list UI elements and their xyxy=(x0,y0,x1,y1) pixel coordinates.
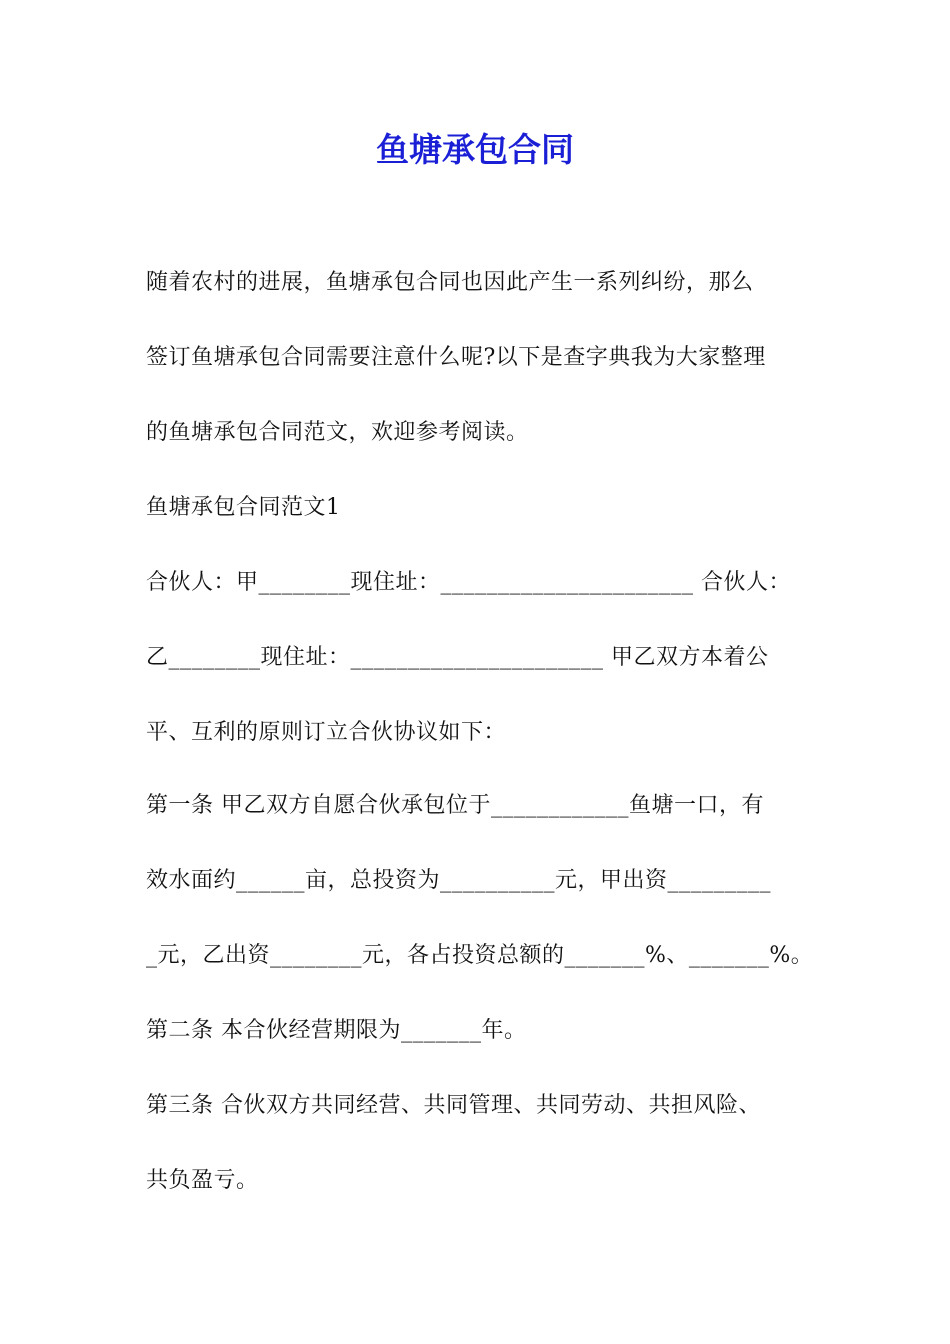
clause-1-line-1: 第一条 甲乙双方自愿合伙承包位于____________鱼塘一口，有 xyxy=(146,793,764,818)
clause-1-line-3: _元，乙出资________元，各占投资总额的_______%、_______%。 xyxy=(146,943,814,968)
clause-3-line-1: 第三条 合伙双方共同经营、共同管理、共同劳动、共担风险、 xyxy=(146,1093,761,1118)
section-heading: 鱼塘承包合同范文1 xyxy=(146,495,341,520)
body-line-1: 随着农村的进展，鱼塘承包合同也因此产生一系列纠纷，那么 xyxy=(146,270,754,295)
body-line-2: 签订鱼塘承包合同需要注意什么呢?以下是查字典我为大家整理 xyxy=(146,345,766,370)
body-line-3: 的鱼塘承包合同范文，欢迎参考阅读。 xyxy=(146,420,529,445)
clause-2-line: 第二条 本合伙经营期限为_______年。 xyxy=(146,1018,527,1043)
clause-3-line-2: 共负盈亏。 xyxy=(146,1168,259,1193)
document-title: 鱼塘承包合同 xyxy=(376,130,574,169)
body-line-7: 平、互利的原则订立合伙协议如下： xyxy=(146,720,507,745)
body-line-5: 合伙人：甲________现住址：______________________ 合伙人： xyxy=(146,570,791,595)
body-line-6: 乙________现住址：______________________ 甲乙双方本着公 xyxy=(146,645,769,670)
clause-1-line-2: 效水面约______亩，总投资为__________元，甲出资_________ xyxy=(146,868,772,893)
